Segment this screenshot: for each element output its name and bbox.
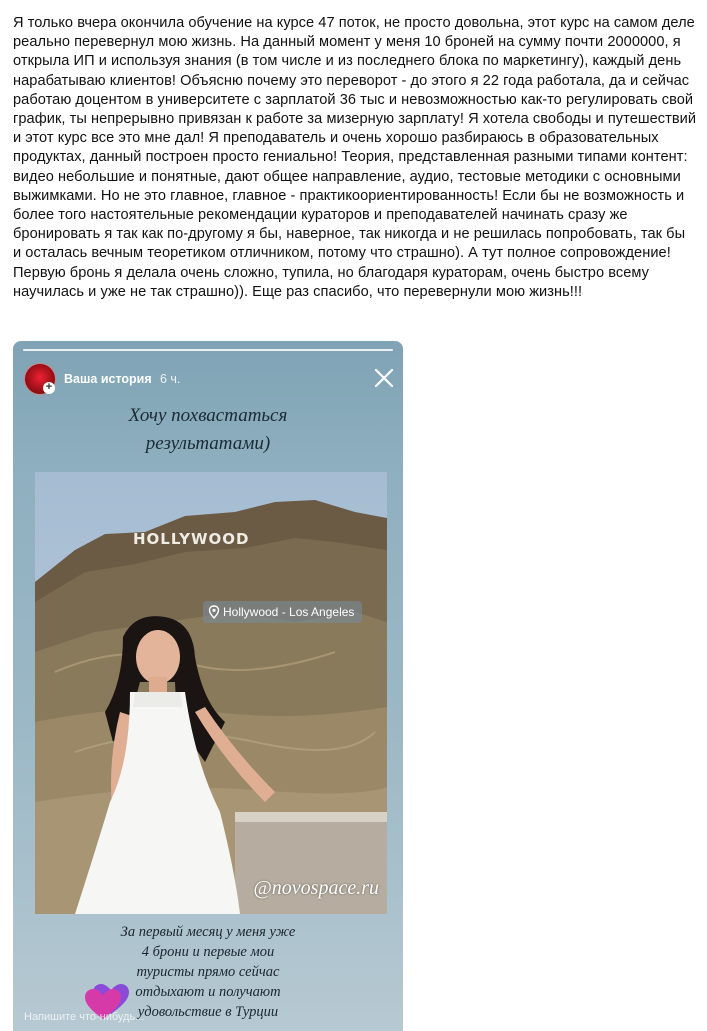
location-label: Hollywood - Los Angeles bbox=[223, 605, 355, 619]
watermark: @novospace.ru bbox=[253, 877, 379, 899]
story-photo bbox=[35, 472, 387, 914]
story-username[interactable]: Ваша история bbox=[64, 372, 152, 386]
story-viewer[interactable] bbox=[13, 341, 403, 1031]
reply-input[interactable] bbox=[13, 1003, 403, 1031]
story-headline-line2: результатами) bbox=[145, 433, 271, 454]
hollywood-sign: HOLLYWOOD bbox=[133, 530, 250, 548]
plus-icon[interactable]: + bbox=[43, 382, 55, 394]
story-caption: За первый месяц у меня уже 4 брони и первые мои туристы прямо сейчас отдыхают и получают удовольствие в Турции bbox=[120, 924, 296, 1020]
location-tag[interactable] bbox=[203, 601, 362, 623]
close-icon[interactable] bbox=[373, 367, 395, 389]
story-timestamp: 6 ч. bbox=[160, 372, 181, 386]
story-progress-bar bbox=[23, 349, 393, 351]
location-pin-icon bbox=[208, 605, 220, 619]
story-headline-line1: Хочу похвастаться bbox=[128, 405, 288, 426]
post-text: Я только вчера окончила обучение на курсе 47 поток, не просто довольна, этот курс на самом деле реально перевернул мою жизнь. На данный момент у меня 10 броней на сумму почти 2000000, я открыла ИП и используя знания (в том числе и из последнего блока по маркетингу), каждый день нарабатываю клиентов! Объясню почему это переворот - до этого я 22 года работала, да и сейчас работаю доцентом в университете с зарплатой 36 тыс и невозможностью как-то регулировать свой график, ты непрерывно привязан к работе за мизерную зарплату! Я хотела свободы и путешествий и этот курс все это мне дал! Я преподаватель и очень хорошо разбираюсь в образовательных продуктах, данный построен просто гениально! Теория, представленная разными типами контент: видео небольшие и понятные, дают общее направление, аудио, тестовые методики с основными выжимками. Но не это главное, главное - практикоориентированность! Если бы не возможность и более того настоятельные рекомендации кураторов и преподавателей начинать сразу же бронировать я так как по-другому я бы, наверное, так никогда и не решилась попробовать, так бы и осталась вечным теоретиком отличником, потому что страшно). А тут полное сопровождение! Первую бронь я делала очень сложно, тупила, но благодаря кураторам, очень быстро всему научилась и уже не так страшно)). Еще раз спасибо, что перевернули мою жизнь!!! bbox=[13, 15, 697, 300]
hollywood-scene bbox=[35, 472, 387, 914]
